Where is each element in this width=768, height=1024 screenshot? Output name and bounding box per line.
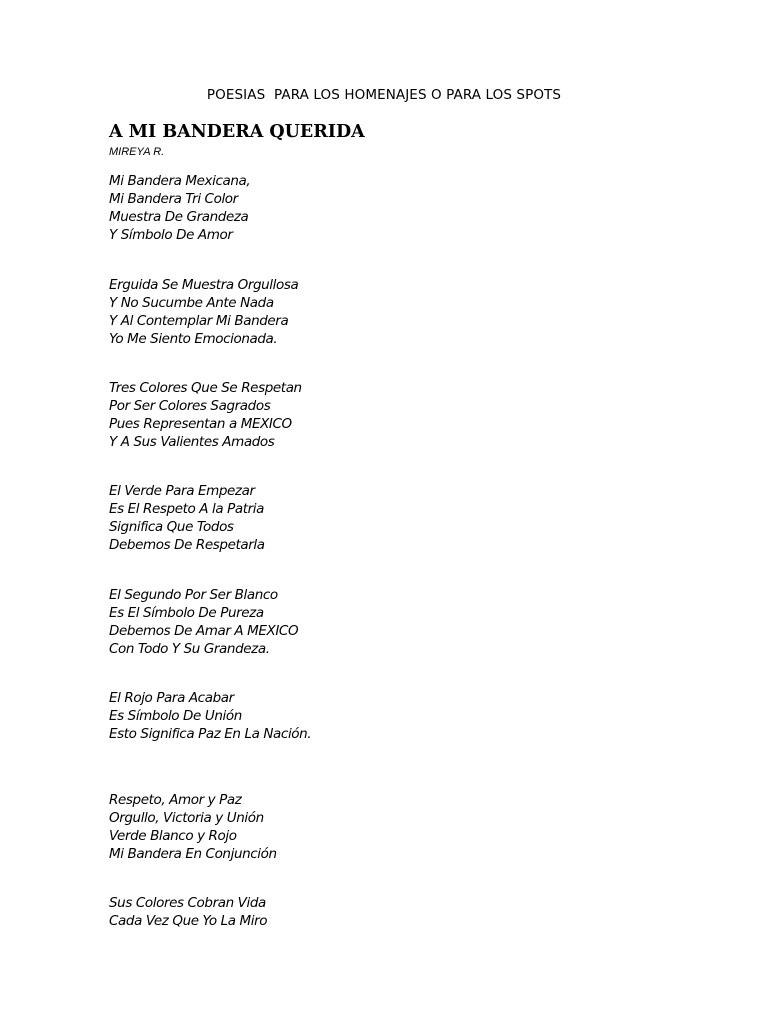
poem-line: Orgullo, Victoria y Unión	[109, 810, 264, 826]
poem-line: Muestra De Grandeza	[109, 209, 249, 225]
stanza-4	[109, 482, 265, 554]
poem-line: Mi Bandera Mexicana,	[109, 173, 251, 189]
poem-line: El Segundo Por Ser Blanco	[109, 587, 278, 603]
stanza-6	[109, 689, 311, 743]
poem-line: Es El Respeto A la Patria	[109, 501, 264, 517]
poem-line: Con Todo Y Su Grandeza.	[109, 641, 270, 657]
stanza-2	[109, 276, 298, 348]
poem-author: MIREYA R.	[109, 146, 165, 158]
poem-line: Yo Me Siento Emocionada.	[109, 331, 278, 347]
poem-line: Por Ser Colores Sagrados	[109, 398, 271, 414]
stanza-5	[109, 586, 298, 658]
poem-line: El Verde Para Empezar	[109, 483, 255, 499]
poem-line: El Rojo Para Acabar	[109, 690, 234, 706]
poem-line: Cada Vez Que Yo La Miro	[109, 913, 268, 929]
poem-line: Significa Que Todos	[109, 519, 234, 535]
poem-line: Y Al Contemplar Mi Bandera	[109, 313, 289, 329]
page-header: POESIAS PARA LOS HOMENAJES O PARA LOS SPOTS	[206, 87, 562, 103]
poem-line: Pues Representan a MEXICO	[109, 416, 292, 432]
stanza-8	[109, 894, 267, 930]
poem-line: Erguida Se Muestra Orgullosa	[109, 277, 299, 293]
poem-line: Y Símbolo De Amor	[109, 227, 233, 243]
stanza-7	[109, 791, 277, 863]
poem-line: Tres Colores Que Se Respetan	[109, 380, 302, 396]
stanza-1	[109, 172, 250, 244]
poem-line: Es El Símbolo De Pureza	[109, 605, 264, 621]
poem-line: Respeto, Amor y Paz	[109, 792, 242, 808]
stanza-3	[109, 379, 302, 451]
poem-line: Debemos De Amar A MEXICO	[109, 623, 299, 639]
poem-line: Y No Sucumbe Ante Nada	[109, 295, 274, 311]
poem-line: Debemos De Respetarla	[109, 537, 265, 553]
poem-line: Mi Bandera Tri Color	[109, 191, 238, 207]
poem-line: Sus Colores Cobran Vida	[109, 895, 266, 911]
poem-line: Y A Sus Valientes Amados	[109, 434, 275, 450]
poem-line: Es Símbolo De Unión	[109, 708, 242, 724]
poem-line: Esto Significa Paz En La Nación.	[109, 726, 312, 742]
poem-title: A MI BANDERA QUERIDA	[109, 122, 365, 142]
poem-line: Verde Blanco y Rojo	[109, 828, 237, 844]
poem-line: Mi Bandera En Conjunción	[109, 846, 277, 862]
